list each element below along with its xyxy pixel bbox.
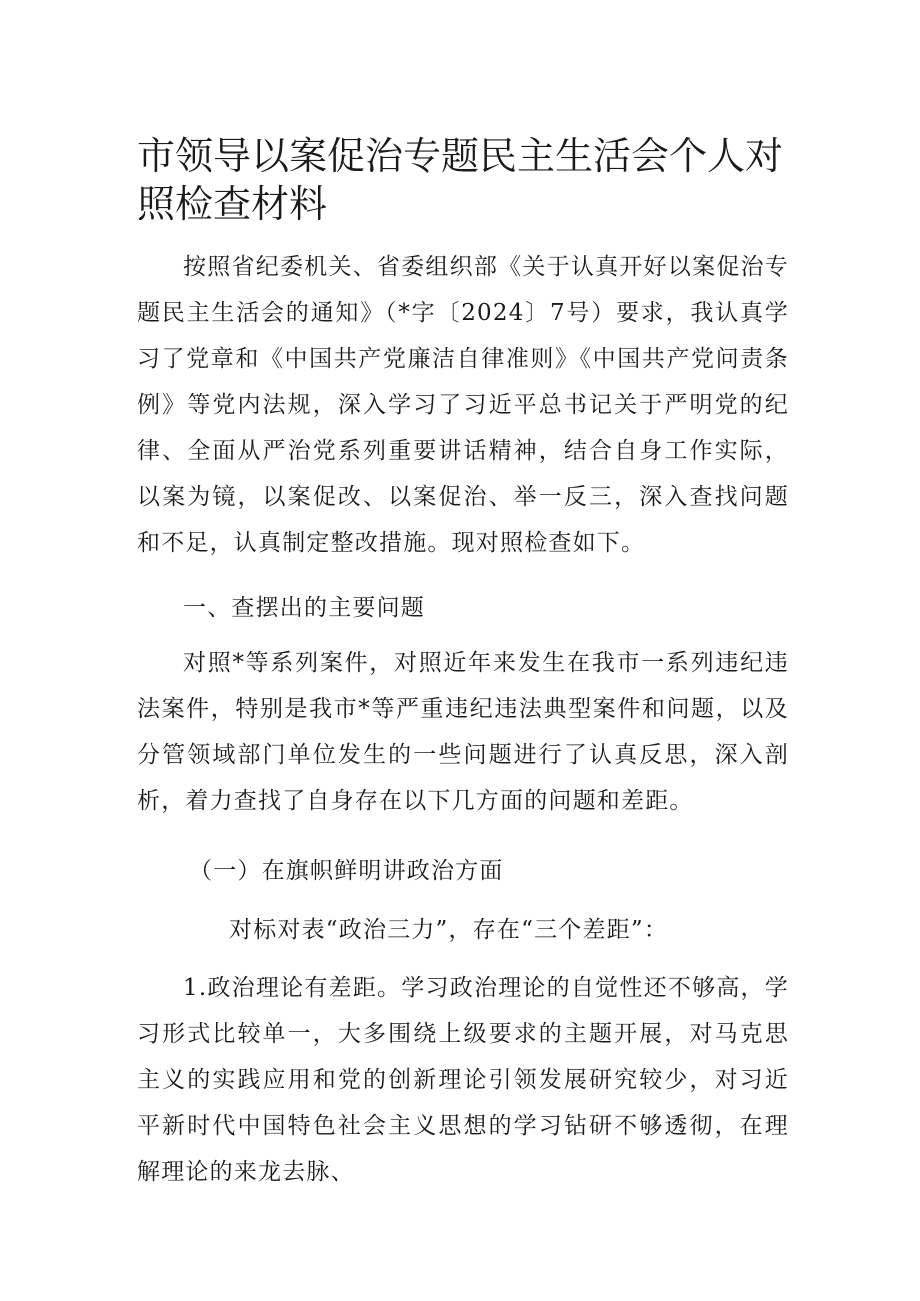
cases-reflection-paragraph: 对照*等系列案件，对照近年来发生在我市一系列违纪违法案件，特别是我市*等严重违纪违法典型案件和问题，以及分管领域部门单位发生的一些问题进行了认真反思，深入剖析，着力查找了自身存在以下几方面的问题和差距。 [137,650,789,814]
subsection-heading-politics: （一）在旗帜鲜明讲政治方面 [189,858,504,884]
document-title: 市领导以案促治专题民主生活会个人对照检查材料 [137,134,784,226]
section-heading-main-problems: 一、查摆出的主要问题 [183,595,425,621]
intro-paragraph: 按照省纪委机关、省委组织部《关于认真开好以案促治专题民主生活会的通知》（*字〔2024〕7号）要求，我认真学习了党章和《中国共产党廉洁自律准则》《中国共产党问责条例》等党内法规，深入学习了习近平总书记关于严明党的纪律、全面从严治党系列重要讲话精神，结合自身工作实际，以案为镜，以案促改、以案促治、举一反三，深入查找问题和不足，认真制定整改措施。现对照检查如下。 [137,254,789,556]
political-theory-gap-paragraph: 1.政治理论有差距。学习政治理论的自觉性还不够高，学习形式比较单一，大多围绕上级要求的主题开展，对马克思主义的实践应用和党的创新理论引领发展研究较少，对习近平新时代中国特色社会主义思想的学习钻研不够透彻，在理解理论的来龙去脉、 [137,975,789,1185]
three-gaps-line: 对标对表“政治三力”，存在“三个差距”： [229,917,669,943]
